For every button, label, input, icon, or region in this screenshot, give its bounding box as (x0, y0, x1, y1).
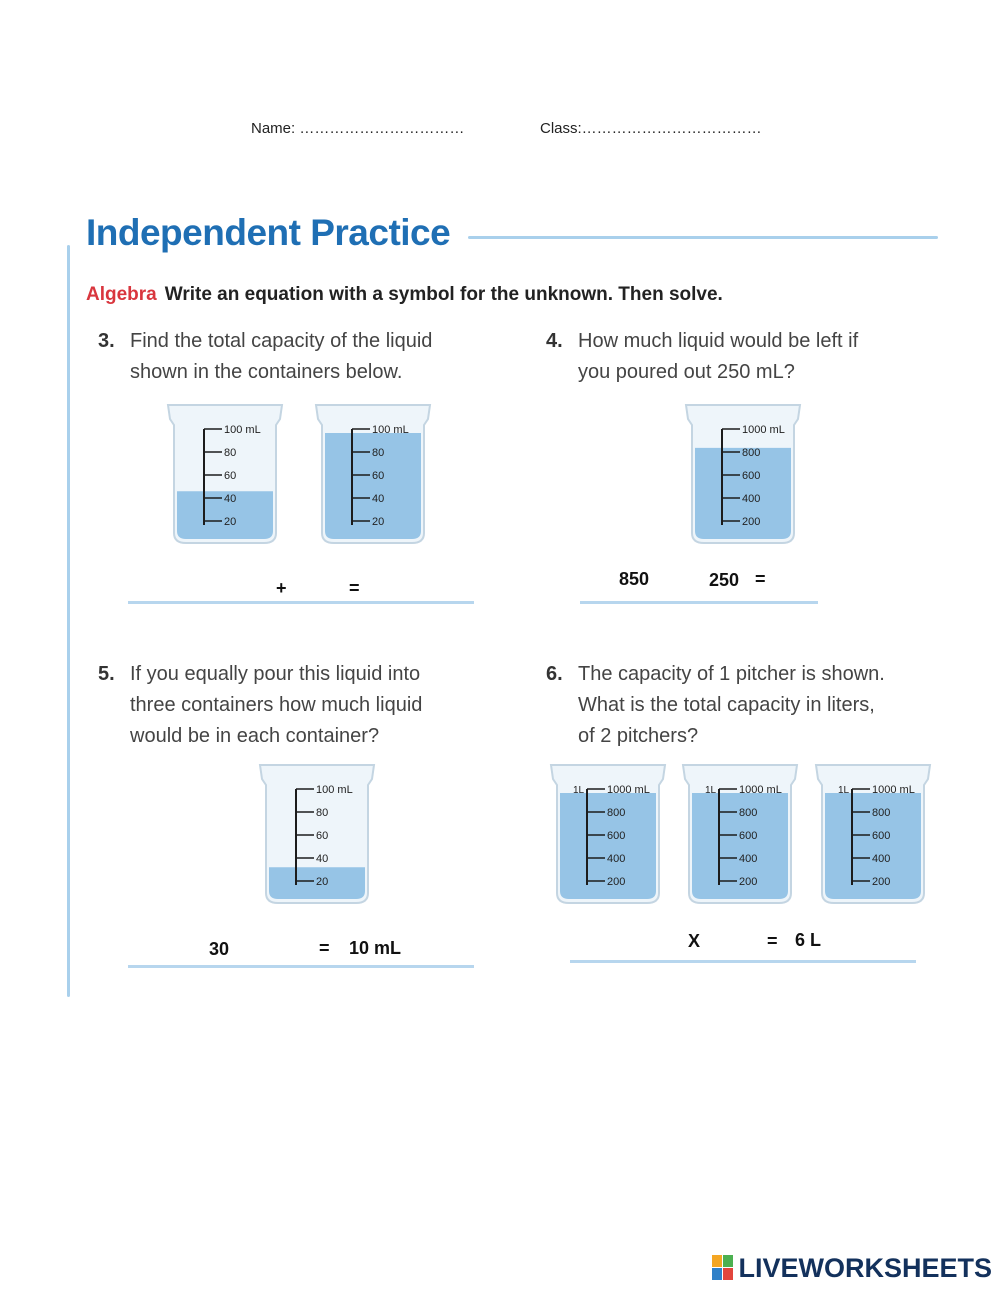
instruction (86, 284, 723, 306)
scale-label: 400 (742, 493, 761, 505)
q4-line1: How much liquid would be left if (578, 330, 859, 352)
q4-value-850: 850 (619, 569, 650, 589)
q6-text (578, 659, 885, 752)
q3-equals: = (349, 578, 360, 598)
scale-label: 20 (224, 516, 237, 528)
scale-label: 600 (872, 830, 891, 842)
q6-pitcher-3 (808, 763, 938, 911)
q5-number: 5. (98, 663, 115, 685)
scale-label: 200 (607, 876, 626, 888)
scale-label: 200 (872, 876, 891, 888)
q5-line3: would be in each container? (130, 725, 380, 747)
scale-label: 800 (739, 807, 758, 819)
q5-text (130, 659, 422, 752)
scale-label: 800 (742, 447, 761, 459)
scale-label: 100 mL (316, 784, 353, 796)
class-field[interactable]: Class:……………………………… (540, 120, 762, 137)
q3-beaker-1 (160, 403, 290, 551)
q6-pitcher-1 (543, 763, 673, 911)
scale-label: 20 (316, 876, 329, 888)
title-divider (468, 236, 938, 239)
q3-line2: shown in the containers below. (130, 361, 403, 383)
instruction-text: Write an equation with a symbol for the unknown. Then solve. (164, 284, 723, 305)
q4-line2: you poured out 250 mL? (578, 361, 795, 383)
q5-line1: If you equally pour this liquid into (130, 663, 421, 685)
scale-label: 200 (742, 516, 761, 528)
q6-result: 6 L (795, 930, 822, 950)
q5-equals: = (319, 938, 330, 958)
q3-beaker-2 (308, 403, 438, 551)
q5-answer-line[interactable] (128, 965, 474, 968)
scale-label: 800 (872, 807, 891, 819)
scale-label: 800 (607, 807, 626, 819)
q5-line2: three containers how much liquid (130, 694, 423, 716)
scale-label: 60 (372, 470, 385, 482)
scale-label: 40 (316, 853, 329, 865)
side-label: 1L (705, 785, 717, 796)
q3-answer-line[interactable] (128, 601, 474, 604)
scale-label: 40 (224, 493, 237, 505)
scale-label: 100 mL (224, 424, 261, 436)
q6-number: 6. (546, 663, 563, 685)
q6-line3: of 2 pitchers? (578, 725, 699, 747)
q3-line1: Find the total capacity of the liquid (130, 330, 433, 352)
page-title: Independent Practice (86, 212, 451, 253)
algebra-tag: Algebra (86, 284, 157, 305)
scale-label: 600 (742, 470, 761, 482)
scale-label: 400 (607, 853, 626, 865)
scale-label: 1000 mL (739, 784, 782, 796)
scale-label: 60 (224, 470, 237, 482)
scale-label: 20 (372, 516, 385, 528)
logo-text: LIVEWORKSHEETS (738, 1253, 992, 1283)
q5-value-30: 30 (209, 939, 230, 959)
q6-equals: = (767, 931, 778, 951)
q4-text (578, 326, 858, 388)
q4-value-250: 250 (709, 570, 740, 590)
name-field[interactable]: Name: …………………………… (251, 120, 465, 137)
q4-beaker (678, 403, 808, 551)
q6-pitcher-2 (675, 763, 805, 911)
scale-label: 80 (224, 447, 237, 459)
q6-line1: The capacity of 1 pitcher is shown. (578, 663, 885, 685)
scale-label: 100 mL (372, 424, 409, 436)
scale-label: 200 (739, 876, 758, 888)
q3-text (130, 326, 432, 388)
scale-label: 600 (607, 830, 626, 842)
q6-times: X (688, 931, 701, 951)
q4-answer-line[interactable] (580, 601, 818, 604)
scale-label: 400 (739, 853, 758, 865)
side-label: 1L (838, 785, 850, 796)
q4-equals: = (755, 569, 766, 589)
q6-line2: What is the total capacity in liters, (578, 694, 875, 716)
scale-label: 80 (316, 807, 329, 819)
scale-label: 1000 mL (872, 784, 915, 796)
scale-label: 60 (316, 830, 329, 842)
scale-label: 600 (739, 830, 758, 842)
scale-label: 1000 mL (607, 784, 650, 796)
q6-answer-line[interactable] (570, 960, 916, 963)
q5-beaker (252, 763, 382, 911)
q3-number: 3. (98, 330, 115, 352)
scale-label: 1000 mL (742, 424, 785, 436)
q4-number: 4. (546, 330, 563, 352)
liveworksheets-icon (712, 1255, 734, 1281)
side-rule (67, 245, 70, 997)
scale-label: 400 (872, 853, 891, 865)
q3-plus: + (276, 578, 287, 598)
q5-result: 10 mL (349, 938, 402, 958)
liveworksheets-logo[interactable] (712, 1253, 992, 1284)
scale-label: 40 (372, 493, 385, 505)
scale-label: 80 (372, 447, 385, 459)
side-label: 1L (573, 785, 585, 796)
